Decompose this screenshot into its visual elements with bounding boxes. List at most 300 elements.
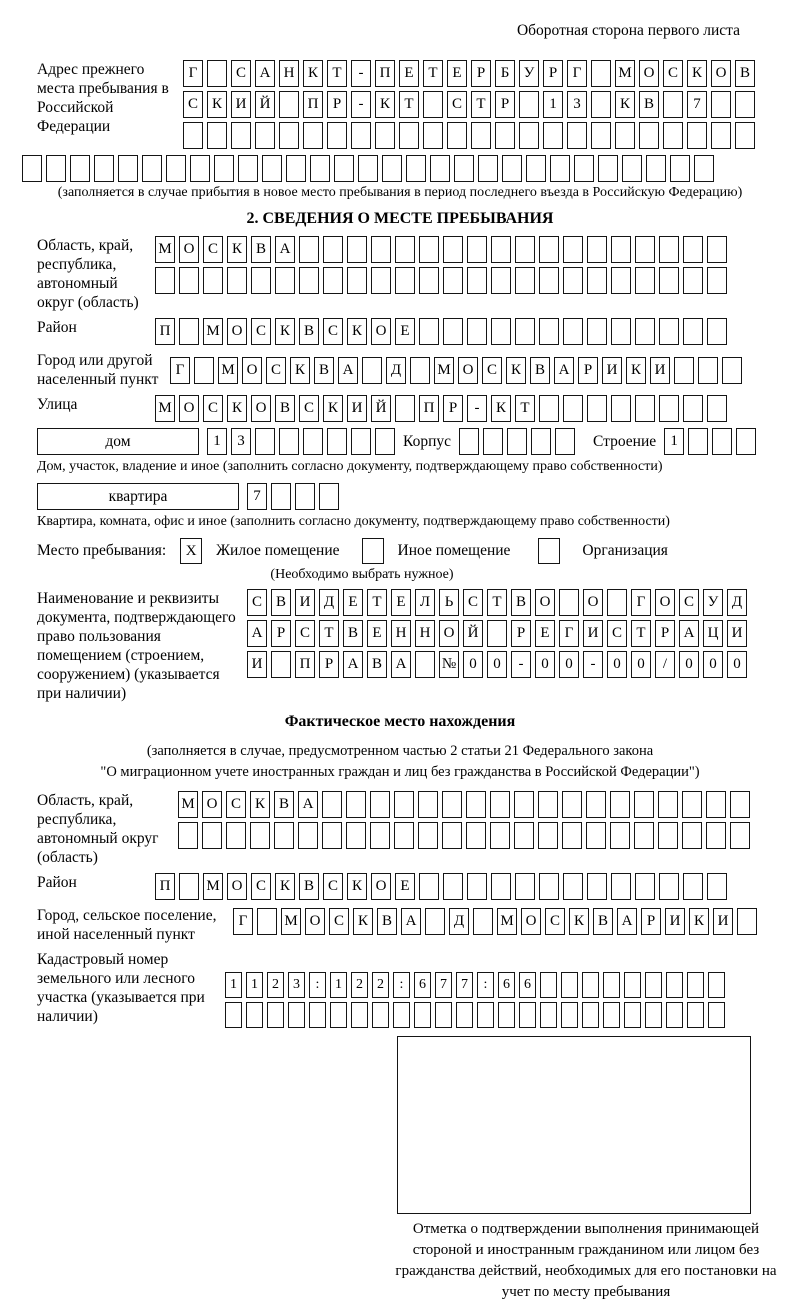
char-cell: В [271,589,291,616]
doc-rows [247,589,747,678]
fact-raion-field [22,873,778,900]
fact-title: Фактическое место нахождения [284,713,516,730]
char-cell [190,155,210,182]
char-cell: Т [327,60,347,87]
char-cell [226,822,246,849]
char-cell: У [519,60,539,87]
char-cell: О [179,395,199,422]
char-cell: Л [415,589,435,616]
char-cell [666,972,683,998]
char-cell: В [735,60,755,87]
char-cell [658,791,678,818]
char-cell [346,791,366,818]
char-cell [737,908,757,935]
char-cell: 1 [207,428,227,455]
char-cell: 0 [535,651,555,678]
char-cell [514,791,534,818]
char-cell: В [343,620,363,647]
gorod-field [22,351,778,389]
char-cell [591,91,611,118]
char-cell: С [482,357,502,384]
char-cell: С [231,60,251,87]
char-cell: В [511,589,531,616]
char-cell [202,822,222,849]
char-cell [491,318,511,345]
char-cell [207,60,227,87]
char-cell: / [655,651,675,678]
doc-field [22,589,778,703]
stamp-area [22,1036,778,1303]
char-cell [418,791,438,818]
char-cell: Н [279,60,299,87]
char-cell: 7 [456,972,473,998]
char-cell [563,395,583,422]
char-cell: Е [395,318,415,345]
fact-oblast-rows [178,791,750,849]
char-cell: И [347,395,367,422]
stamp-note: Отметка о подтверждении выполнения принимающей стороной и иностранным гражданином или лицом без гражданства действий, необходимых для его постановки на учет по месту пребывания [395,1221,777,1300]
raion-label: Район [37,319,77,336]
char-cell: К [491,395,511,422]
char-cell [382,155,402,182]
kvartira-row [22,483,778,510]
char-cell: М [203,318,223,345]
gorod-label: Город или другой населенный пункт [37,352,159,388]
char-cell [711,91,731,118]
char-cell: С [295,620,315,647]
char-cell [574,155,594,182]
ulitsa-row [155,395,727,422]
char-cell [563,318,583,345]
char-cell: С [203,236,223,263]
char-cell [467,236,487,263]
char-cell: О [179,236,199,263]
char-cell: - [467,395,487,422]
char-cell [257,908,277,935]
char-cell: К [303,60,323,87]
char-cell [687,122,707,149]
char-cell [645,1002,662,1028]
char-cell [288,1002,305,1028]
char-cell [539,318,559,345]
char-cell [299,267,319,294]
char-cell: В [274,791,294,818]
char-cell [646,155,666,182]
char-cell: К [347,318,367,345]
mesto-label: Место пребывания: [37,542,167,559]
char-cell: О [371,873,391,900]
char-cell: 3 [231,428,251,455]
char-cell [491,873,511,900]
char-cell: Д [319,589,339,616]
char-cell: Р [443,395,463,422]
char-cell: М [497,908,517,935]
char-cell: Т [319,620,339,647]
char-cell: Й [463,620,483,647]
char-cell [663,91,683,118]
char-cell [370,791,390,818]
char-cell: Р [271,620,291,647]
char-cell [362,357,382,384]
char-cell [526,155,546,182]
char-cell [454,155,474,182]
char-cell [415,651,435,678]
char-cell [559,589,579,616]
char-cell [327,122,347,149]
checkbox-inoe [362,538,384,564]
char-cell [645,972,662,998]
char-cell: В [314,357,334,384]
fact-oblast-field [22,791,778,867]
char-cell [658,822,678,849]
mesto-note: (Необходимо выбрать нужное) [270,567,454,582]
char-cell [635,873,655,900]
char-cell: Г [170,357,190,384]
fact-oblast-row-2 [178,822,750,849]
char-cell: К [615,91,635,118]
char-cell: С [251,873,271,900]
char-cell: О [242,357,262,384]
char-cell [179,873,199,900]
char-cell [46,155,66,182]
char-cell: 0 [679,651,699,678]
char-cell: К [227,236,247,263]
doc-label: Наименование и реквизиты документа, подтверждающего право пользования помещением (строением, сооружением) (указывается при наличии) [37,590,236,702]
oblast-row-2 [155,267,727,294]
char-cell [303,428,323,455]
char-cell [225,1002,242,1028]
fact-oblast-row-1 [178,791,750,818]
char-cell [207,122,227,149]
char-cell: М [281,908,301,935]
char-cell: 0 [703,651,723,678]
char-cell: : [477,972,494,998]
char-cell: М [434,357,454,384]
char-cell: О [227,873,247,900]
char-cell [238,155,258,182]
char-cell [323,236,343,263]
char-cell: А [617,908,637,935]
char-cell: М [218,357,238,384]
char-cell [538,791,558,818]
fact-note-line-1: (заполняется в случае, предусмотренном частью 2 статьи 21 Федерального закона [146,743,654,759]
stamp-box [397,1036,751,1214]
char-cell: 3 [288,972,305,998]
char-cell: И [727,620,747,647]
section2-title: 2. СВЕДЕНИЯ О МЕСТЕ ПРЕБЫВАНИЯ [246,210,554,227]
oblast-label: Область, край, республика, автономный округ (область) [37,237,139,311]
char-cell: Е [343,589,363,616]
korpus-label: Корпус [403,432,451,450]
char-cell [707,873,727,900]
char-cell [712,428,732,455]
char-cell [682,791,702,818]
char-cell: У [703,589,723,616]
char-cell [567,122,587,149]
char-cell: О [202,791,222,818]
char-cell: С [663,60,683,87]
char-cell: Т [515,395,535,422]
char-cell [707,318,727,345]
char-cell: С [247,589,267,616]
char-cell: 7 [687,91,707,118]
char-cell [467,318,487,345]
char-cell: К [506,357,526,384]
char-cell: В [251,236,271,263]
char-cell [466,791,486,818]
char-cell [539,873,559,900]
prev-address-row-full [22,155,778,182]
doc-row-2 [247,620,747,647]
char-cell [371,236,391,263]
fact-gorod-row [233,908,757,935]
char-cell [487,620,507,647]
char-cell [674,357,694,384]
fact-raion-row [155,873,727,900]
char-cell: В [530,357,550,384]
char-cell: О [583,589,603,616]
char-cell: А [275,236,295,263]
char-cell [736,428,756,455]
oblast-field [22,236,778,312]
char-cell: Р [578,357,598,384]
char-cell [471,122,491,149]
char-cell: 7 [435,972,452,998]
char-cell [443,236,463,263]
char-cell [698,357,718,384]
char-cell [262,155,282,182]
char-cell: Б [495,60,515,87]
char-cell: П [155,873,175,900]
char-cell [473,908,493,935]
char-cell [214,155,234,182]
char-cell [279,91,299,118]
char-cell: Ь [439,589,459,616]
char-cell [298,822,318,849]
char-cell: Г [631,589,651,616]
char-cell [659,395,679,422]
char-cell: Д [449,908,469,935]
char-cell: Ц [703,620,723,647]
kvartira-note: Квартира, комната, офис и иное (заполнить согласно документу, подтверждающему право собственности) [37,514,670,529]
char-cell: А [679,620,699,647]
char-cell: И [295,589,315,616]
char-cell [615,122,635,149]
char-cell [419,318,439,345]
char-cell [634,822,654,849]
char-cell: М [155,395,175,422]
char-cell [711,122,731,149]
char-cell [203,267,223,294]
char-cell: Т [471,91,491,118]
stroenie-cells [664,428,756,455]
char-cell [255,428,275,455]
char-cell [490,822,510,849]
char-cell: 6 [414,972,431,998]
char-cell: О [655,589,675,616]
char-cell [194,357,214,384]
char-cell: И [665,908,685,935]
char-cell: 0 [463,651,483,678]
char-cell [456,1002,473,1028]
char-cell: В [639,91,659,118]
char-cell: П [303,91,323,118]
char-cell [491,267,511,294]
char-cell [394,822,414,849]
char-cell [707,267,727,294]
char-cell: И [602,357,622,384]
char-cell [334,155,354,182]
char-cell [635,236,655,263]
char-cell [347,267,367,294]
char-cell [372,1002,389,1028]
char-cell [395,267,415,294]
char-cell [309,1002,326,1028]
char-cell [279,122,299,149]
char-cell: Н [391,620,411,647]
char-cell: Т [399,91,419,118]
dom-note: Дом, участок, владение и иное (заполнить согласно документу, подтверждающему право собственности) [37,459,663,474]
char-cell [687,1002,704,1028]
char-cell [178,822,198,849]
char-cell: 2 [267,972,284,998]
char-cell [635,395,655,422]
char-cell [327,428,347,455]
char-cell [730,791,750,818]
char-cell [707,395,727,422]
char-cell: Д [727,589,747,616]
char-cell [467,873,487,900]
char-cell [423,91,443,118]
fact-oblast-label: Область, край, республика, автономный округ (область) [37,792,159,866]
char-cell [375,428,395,455]
char-cell [459,428,479,455]
char-cell [319,483,339,510]
char-cell [491,236,511,263]
oblast-row-1 [155,236,727,263]
char-cell: С [545,908,565,935]
korpus-cells [459,428,575,455]
char-cell: А [298,791,318,818]
char-cell: А [391,651,411,678]
char-cell [406,155,426,182]
char-cell [708,1002,725,1028]
char-cell: М [155,236,175,263]
char-cell: П [155,318,175,345]
char-cell [635,318,655,345]
char-cell [603,972,620,998]
char-cell: К [689,908,709,935]
dom-box: дом [37,428,199,455]
char-cell [227,267,247,294]
mesto-row [22,538,778,564]
char-cell [561,1002,578,1028]
char-cell: 1 [664,428,684,455]
char-cell: О [439,620,459,647]
char-cell: Т [487,589,507,616]
char-cell [443,873,463,900]
char-cell [539,267,559,294]
char-cell [394,791,414,818]
char-cell: С [323,318,343,345]
char-cell [708,972,725,998]
char-cell: Е [535,620,555,647]
char-cell [607,589,627,616]
char-cell [94,155,114,182]
char-cell: Т [367,589,387,616]
char-cell [478,155,498,182]
prev-address-label: Адрес прежнего места пребывания в Российской Федерации [37,61,169,135]
char-cell [395,236,415,263]
char-cell [250,822,270,849]
char-cell: Е [395,873,415,900]
kadastr-rows [225,972,725,1028]
char-cell [179,267,199,294]
char-cell: А [343,651,363,678]
char-cell: С [323,873,343,900]
char-cell: А [554,357,574,384]
fact-gorod-field [22,906,778,944]
char-cell: В [367,651,387,678]
char-cell [563,267,583,294]
char-cell: Р [511,620,531,647]
char-cell: К [275,873,295,900]
char-cell [418,822,438,849]
char-cell [531,428,551,455]
char-cell: 1 [225,972,242,998]
char-cell [286,155,306,182]
fact-raion-label: Район [37,874,77,891]
char-cell [610,822,630,849]
char-cell [706,791,726,818]
char-cell [251,267,271,294]
char-cell [399,122,419,149]
mesto-option-zhiloe: Жилое помещение [216,542,340,559]
char-cell [142,155,162,182]
char-cell [22,155,42,182]
char-cell: С [203,395,223,422]
char-cell [722,357,742,384]
char-cell [466,822,486,849]
char-cell: А [247,620,267,647]
char-cell: Т [423,60,443,87]
char-cell: С [266,357,286,384]
char-cell: № [439,651,459,678]
char-cell [299,236,319,263]
char-cell: М [178,791,198,818]
char-cell [538,822,558,849]
char-cell [543,122,563,149]
char-cell [582,972,599,998]
char-cell [166,155,186,182]
char-cell: Р [641,908,661,935]
char-cell: К [290,357,310,384]
char-cell [303,122,323,149]
char-cell: В [275,395,295,422]
char-cell [371,267,391,294]
char-cell: Е [399,60,419,87]
char-cell [419,873,439,900]
char-cell: К [250,791,270,818]
char-cell [587,873,607,900]
char-cell: Р [655,620,675,647]
char-cell: О [371,318,391,345]
char-cell: О [458,357,478,384]
char-cell [683,873,703,900]
char-cell [495,122,515,149]
char-cell: М [203,873,223,900]
char-cell: С [226,791,246,818]
